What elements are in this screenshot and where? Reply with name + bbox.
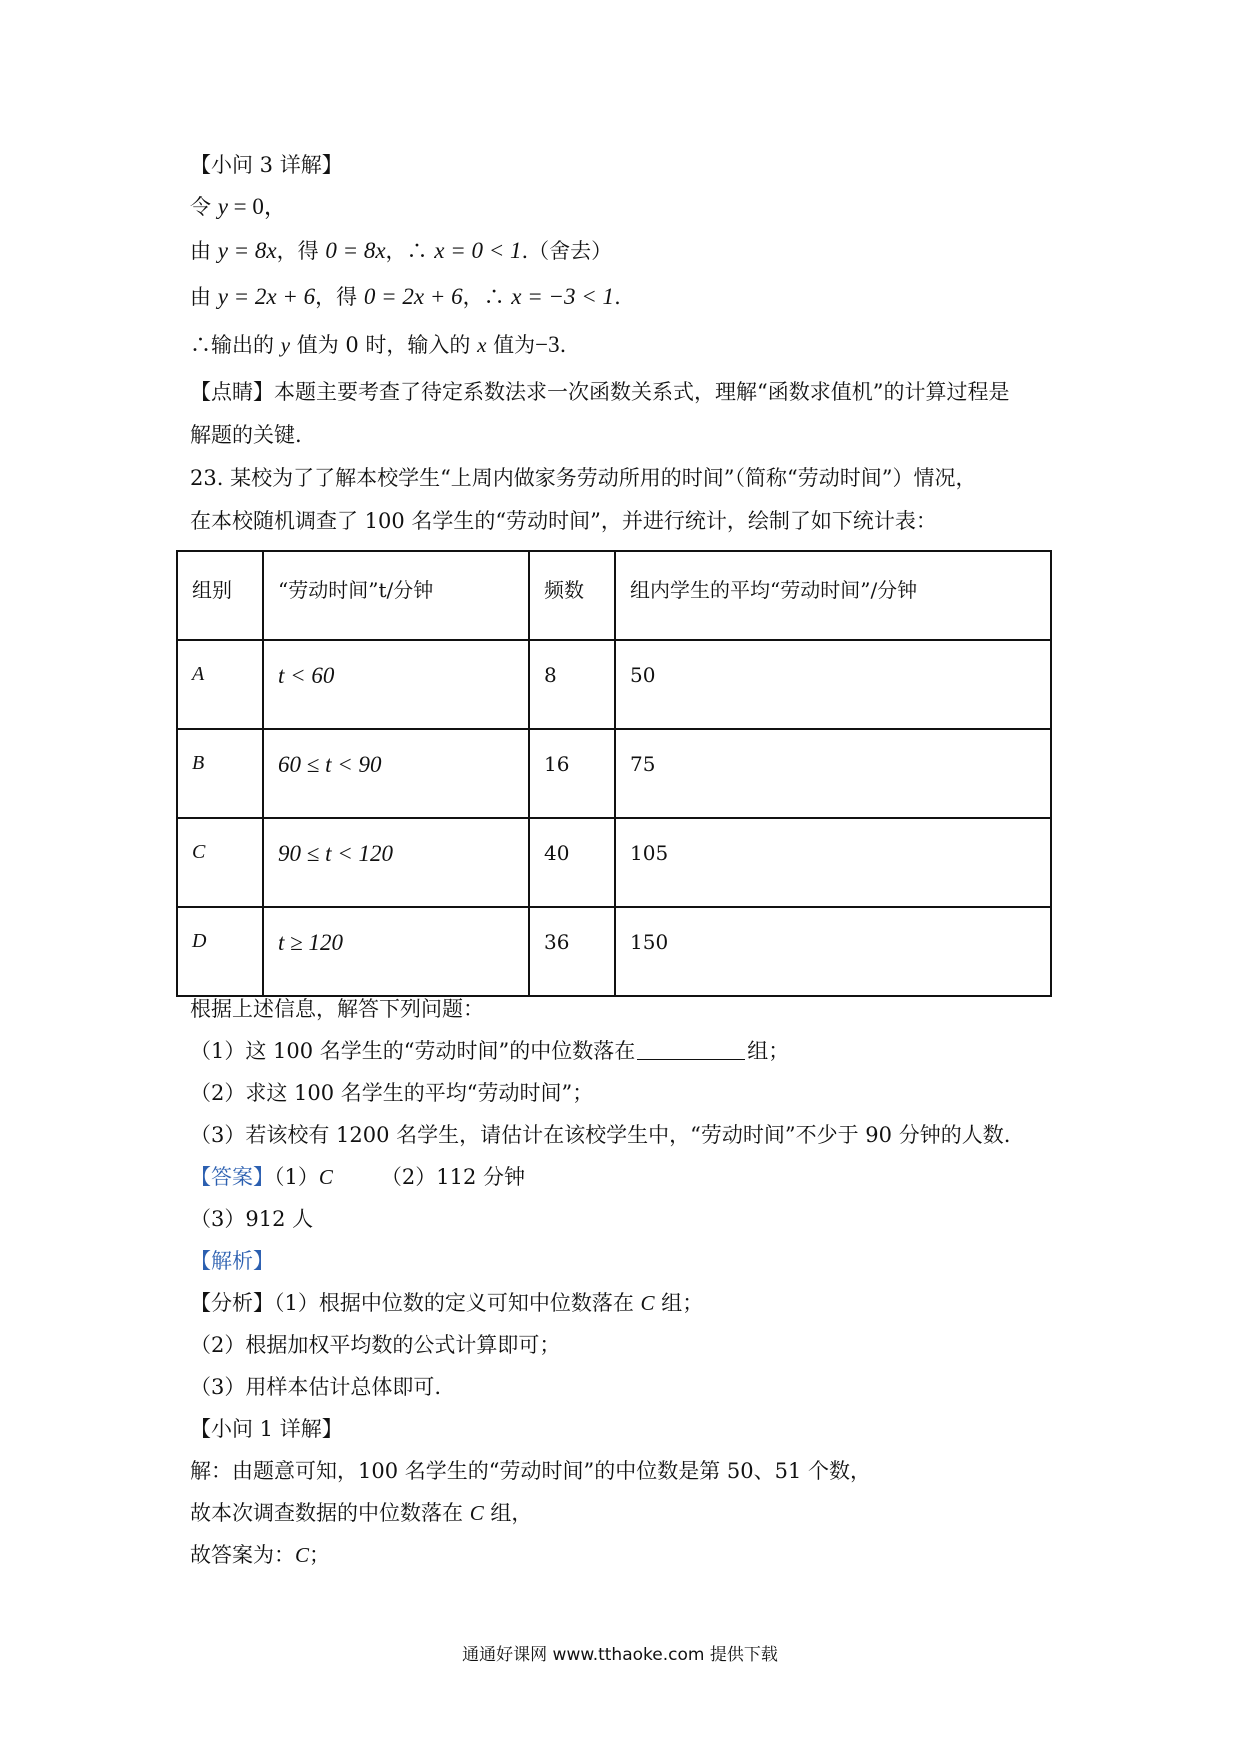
table-row bbox=[177, 907, 1051, 996]
analysis-line-1: 【分析】（1）根据中位数的定义可知中位数落在 C 组； bbox=[190, 1291, 704, 1315]
table-header-cell: 组别 bbox=[177, 551, 263, 640]
answer-blank bbox=[637, 1039, 745, 1060]
sub1-line-2: 故本次调查数据的中位数落在 C 组， bbox=[190, 1501, 533, 1525]
table-cell: t ≥ 120 bbox=[263, 907, 529, 996]
question-2: （2）求这 100 名学生的平均“劳动时间”； bbox=[190, 1081, 594, 1105]
table-cell: 75 bbox=[615, 729, 1051, 818]
table-cell: 36 bbox=[529, 907, 615, 996]
table-row bbox=[177, 818, 1051, 907]
table-cell: 8 bbox=[529, 640, 615, 729]
answer-label: 【答案】 bbox=[190, 1165, 274, 1189]
table-cell: 60 ≤ t < 90 bbox=[263, 729, 529, 818]
sub3-line-2: 由 y = 8x，得 0 = 8x，∴ x = 0 < 1.（舍去） bbox=[190, 238, 613, 263]
table-row bbox=[177, 729, 1051, 818]
sub3-heading: 【小问 3 详解】 bbox=[190, 153, 343, 177]
analysis-line-3: （3）用样本估计总体即可. bbox=[190, 1375, 442, 1399]
table-row bbox=[177, 640, 1051, 729]
table-header-row bbox=[177, 551, 1051, 640]
table-cell: 90 ≤ t < 120 bbox=[263, 818, 529, 907]
table-cell: 16 bbox=[529, 729, 615, 818]
sub1-heading: 【小问 1 详解】 bbox=[190, 1417, 343, 1441]
table-header-cell: 组内学生的平均“劳动时间”/分钟 bbox=[615, 551, 1051, 640]
sub3-line-3: 由 y = 2x + 6，得 0 = 2x + 6，∴ x = −3 < 1. bbox=[190, 284, 621, 309]
table-cell: t < 60 bbox=[263, 640, 529, 729]
answer-line-1: 【答案】（1）C （2）112 分钟 bbox=[190, 1165, 526, 1189]
page-footer: 通通好课网 www.tthaoke.com 提供下载 bbox=[462, 1645, 778, 1665]
sub1-line-1: 解：由题意可知，100 名学生的“劳动时间”的中位数是第 50、51 个数， bbox=[190, 1459, 872, 1483]
table-cell: 150 bbox=[615, 907, 1051, 996]
sub3-line-1: 令 y = 0， bbox=[190, 194, 287, 219]
analysis-label: 【解析】 bbox=[190, 1249, 274, 1273]
statistics-table bbox=[176, 550, 1052, 997]
answer-line-2: （3）912 人 bbox=[190, 1207, 314, 1231]
table-header-cell: 频数 bbox=[529, 551, 615, 640]
table-cell: 40 bbox=[529, 818, 615, 907]
questions-intro: 根据上述信息，解答下列问题： bbox=[190, 997, 484, 1021]
table-cell: 50 bbox=[615, 640, 1051, 729]
sub1-line-3: 故答案为：C； bbox=[190, 1543, 331, 1567]
table-cell: C bbox=[177, 818, 263, 907]
table-cell: 105 bbox=[615, 818, 1051, 907]
table-header-cell: “劳动时间”t/分钟 bbox=[263, 551, 529, 640]
comment-line-1: 【点睛】本题主要考查了待定系数法求一次函数关系式，理解“函数求值机”的计算过程是 bbox=[190, 380, 1010, 404]
comment-line-2: 解题的关键. bbox=[190, 423, 302, 447]
table-cell: B bbox=[177, 729, 263, 818]
analysis-line-2: （2）根据加权平均数的公式计算即可； bbox=[190, 1333, 561, 1357]
table-cell: A bbox=[177, 640, 263, 729]
question-3: （3）若该校有 1200 名学生，请估计在该校学生中，“劳动时间”不少于 90 分钟的人数. bbox=[190, 1123, 1011, 1147]
sub3-line-4: ∴输出的 y 值为 0 时，输入的 x 值为−3. bbox=[190, 332, 567, 357]
question-1: （1）这 100 名学生的“劳动时间”的中位数落在 组； bbox=[190, 1039, 790, 1063]
question-23-line-2: 在本校随机调查了 100 名学生的“劳动时间”，并进行统计，绘制了如下统计表： bbox=[190, 509, 937, 533]
question-23-line-1: 23. 某校为了了解本校学生“上周内做家务劳动所用的时间”（简称“劳动时间”）情况， bbox=[190, 466, 977, 490]
table-cell: D bbox=[177, 907, 263, 996]
